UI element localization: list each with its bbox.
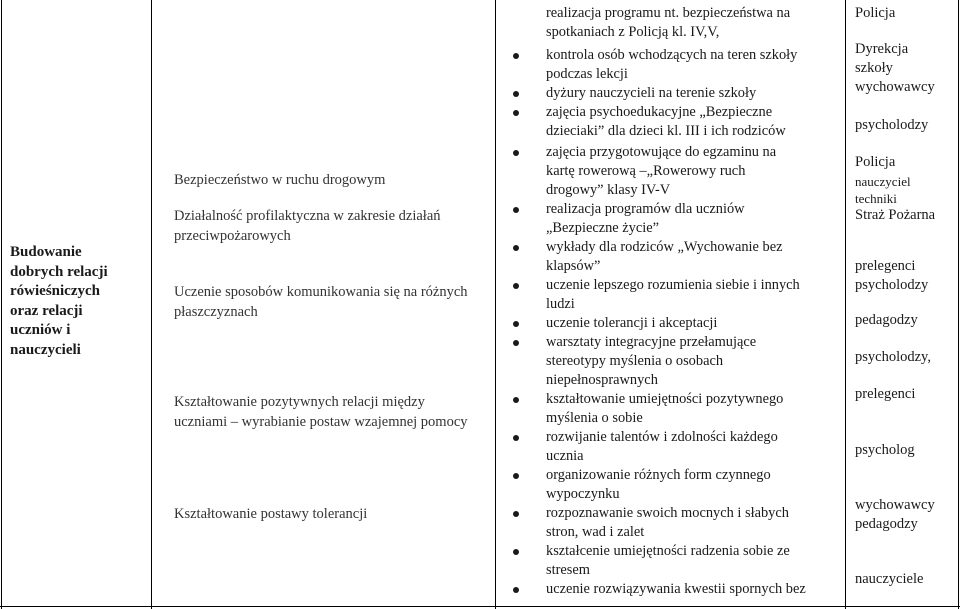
activity-text: niepełnosprawnych: [546, 372, 658, 388]
goal-line: dobrych relacji: [10, 263, 108, 280]
activity-text: klapsów”: [546, 258, 601, 274]
goal-line: Budowanie: [10, 244, 82, 260]
task-positive-relations: Kształtowanie pozytywnych relacji między uczniami – wyrabianie postaw wzajemnej pomocy: [174, 394, 468, 430]
activity-text: wykłady dla rodziców „Wychowanie bez: [546, 239, 783, 255]
bullet-icon: [513, 321, 519, 327]
table-border-right: [958, 0, 959, 609]
goal-line: rówieśniczych: [10, 283, 100, 299]
responsible-line: pedagodzy: [855, 516, 918, 532]
goal-line: nauczycieli: [10, 341, 81, 358]
activity-text: warsztaty integracyjne przełamujące: [546, 334, 757, 350]
responsible-line: wychowawcy: [855, 497, 935, 513]
responsible-line: techniki: [855, 191, 897, 206]
task-fire-prevention: Działalność profilaktyczna w zakresie działań przeciwpożarowych: [174, 208, 441, 244]
row-divider-bottom: [0, 606, 960, 607]
activity-text: dyżury nauczycieli na terenie szkoły: [546, 85, 757, 101]
bullet-icon: [513, 283, 519, 289]
responsible-line: prelegenci: [855, 386, 916, 402]
responsible-line: Policja: [855, 5, 896, 21]
task-communication: Uczenie sposobów komunikowania się na różnych płaszczyznach: [174, 284, 468, 320]
activity-text: stereotypy myślenia o osobach: [546, 353, 724, 369]
activity-text: dzieciaki” dla dzieci kl. III i ich rodziców: [546, 123, 786, 139]
activity-text: kartę rowerową –„Rowerowy ruch: [546, 163, 746, 179]
bullet-icon: [513, 587, 519, 593]
task-road-safety: Bezpieczeństwo w ruchu drogowym: [174, 172, 386, 188]
activity-text: drogowy” klasy IV-V: [546, 182, 671, 198]
activity-text: ucznia: [546, 448, 584, 464]
responsible-line: Straż Pożarna: [855, 207, 936, 223]
bullet-icon: [513, 340, 519, 346]
activity-text: realizacja programów dla uczniów: [546, 201, 745, 217]
responsible-line: szkoły: [855, 60, 893, 76]
activity-text: rozpoznawanie swoich mocnych i słabych: [546, 505, 789, 521]
column-divider-2: [495, 0, 496, 609]
activity-text: ludzi: [546, 296, 575, 312]
activity-text: kontrola osób wchodzących na teren szkoły: [546, 47, 798, 63]
activity-text: stron, wad i zalet: [546, 524, 645, 540]
bullet-icon: [513, 150, 519, 156]
activity-text: zajęcia psychoedukacyjne „Bezpieczne: [546, 104, 773, 120]
activity-text: wypoczynku: [546, 486, 620, 502]
goal-cell: [10, 243, 135, 360]
column-divider-1: [151, 0, 152, 609]
bullet-icon: [513, 53, 519, 59]
activity-text: realizacja programu nt. bezpieczeństwa na: [546, 5, 791, 21]
bullet-icon: [513, 435, 519, 441]
bullet-icon: [513, 511, 519, 517]
bullet-icon: [513, 473, 519, 479]
responsible-line: wychowawcy: [855, 79, 935, 95]
activity-text: kształcenie umiejętności radzenia sobie ze: [546, 543, 790, 559]
responsible-line: psycholodzy: [855, 117, 929, 133]
responsible-line: prelegenci: [855, 258, 916, 274]
responsible-line: nauczyciel: [855, 174, 911, 189]
activity-text: kształtowanie umiejętności pozytywnego: [546, 391, 784, 407]
activity-text: rozwijanie talentów i zdolności każdego: [546, 429, 778, 445]
activity-text: zajęcia przygotowujące do egzaminu na: [546, 144, 777, 160]
table-border-left: [1, 0, 2, 609]
activity-text: myślenia o sobie: [546, 410, 643, 426]
goal-line: oraz relacji: [10, 302, 83, 319]
column-divider-3: [845, 0, 846, 609]
activity-text: podczas lekcji: [546, 66, 628, 82]
activity-text: stresem: [546, 562, 590, 578]
responsible-line: psycholodzy,: [855, 349, 931, 365]
responsible-line: Policja: [855, 154, 896, 170]
activity-text: organizowanie różnych form czynnego: [546, 467, 771, 483]
bullet-icon: [513, 207, 519, 213]
goal-line: uczniów i: [10, 322, 71, 338]
responsible-line: nauczyciele: [855, 571, 924, 587]
responsible-line: psycholodzy: [855, 277, 929, 293]
activity-text: „Bezpieczne życie”: [546, 220, 660, 236]
activity-text: uczenie rozwiązywania kwestii spornych bez: [546, 581, 806, 597]
task-tolerance: Kształtowanie postawy tolerancji: [174, 506, 368, 522]
bullet-icon: [513, 110, 519, 116]
activity-text: uczenie tolerancji i akceptacji: [546, 315, 718, 331]
activity-text: spotkaniach z Policją kl. IV,V,: [546, 24, 720, 40]
responsible-line: psycholog: [855, 442, 915, 458]
responsible-line: Dyrekcja: [855, 41, 909, 57]
bullet-icon: [513, 91, 519, 97]
activity-text: uczenie lepszego rozumienia siebie i innych: [546, 277, 800, 293]
bullet-icon: [513, 397, 519, 403]
bullet-icon: [513, 245, 519, 251]
responsible-line: pedagodzy: [855, 312, 918, 328]
bullet-icon: [513, 549, 519, 555]
